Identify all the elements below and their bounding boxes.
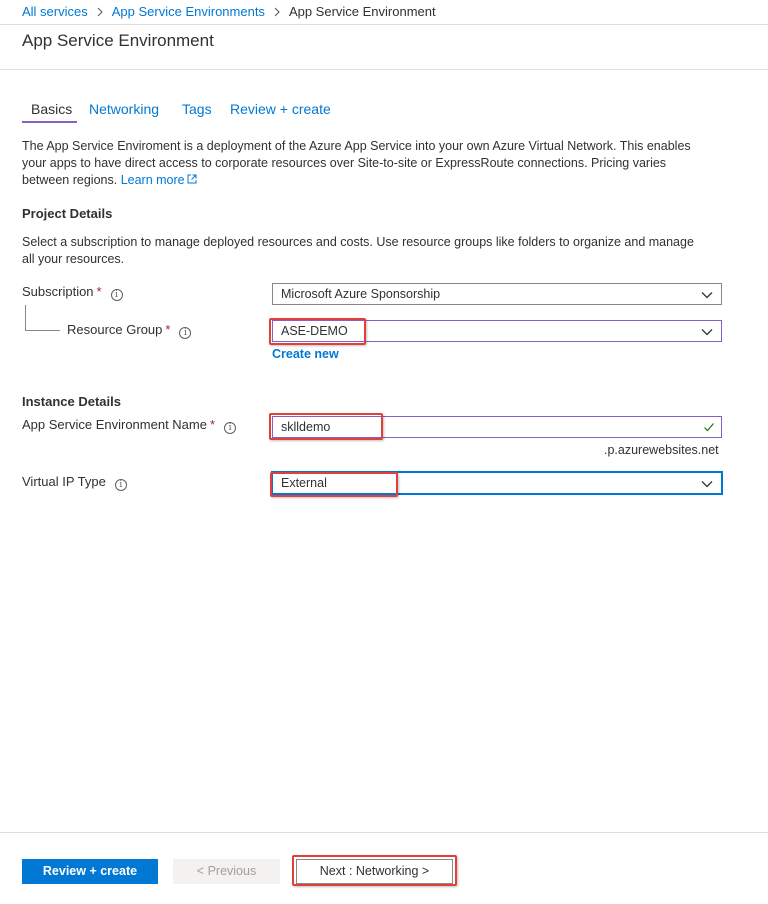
info-icon[interactable]: i — [111, 289, 123, 301]
ase-name-label-text: App Service Environment Name — [22, 417, 207, 432]
chevron-right-icon — [95, 4, 105, 20]
project-details-description — [22, 234, 752, 268]
intro-line-3 — [22, 172, 752, 189]
tab-review-create[interactable]: Review + create — [230, 101, 331, 117]
next-networking-button[interactable]: Next : Networking > — [296, 859, 453, 884]
divider — [0, 69, 768, 70]
vip-type-dropdown[interactable] — [272, 472, 722, 494]
tree-connector — [25, 305, 26, 330]
project-details-title: Project Details — [22, 206, 113, 221]
ase-name-value: sklldemo — [281, 420, 331, 434]
divider — [0, 832, 768, 833]
project-desc-line-1: Select a subscription to manage deployed resources and costs. Use resource groups like folders to organize and manage — [22, 235, 694, 249]
tab-basics[interactable]: Basics — [31, 101, 73, 117]
subscription-label — [22, 284, 123, 301]
previous-button[interactable]: < Previous — [173, 859, 280, 884]
breadcrumb — [22, 4, 436, 20]
external-link-icon — [187, 174, 197, 184]
chevron-down-icon — [701, 289, 713, 301]
subscription-value: Microsoft Azure Sponsorship — [281, 287, 441, 301]
resource-group-label — [67, 322, 191, 339]
checkmark-icon — [703, 421, 715, 433]
resource-group-label-text: Resource Group — [67, 322, 163, 337]
intro-line-3-text: between regions. — [22, 173, 118, 187]
required-marker: * — [96, 284, 102, 299]
vip-type-label — [22, 474, 127, 491]
breadcrumb-app-service-environments[interactable]: App Service Environments — [111, 4, 265, 19]
subscription-label-text: Subscription — [22, 284, 94, 299]
breadcrumb-current: App Service Environment — [288, 4, 436, 19]
required-marker: * — [209, 417, 216, 432]
info-icon[interactable]: i — [115, 479, 127, 491]
page-title: App Service Environment — [22, 31, 214, 50]
info-icon[interactable]: i — [179, 327, 191, 339]
create-new-link[interactable]: Create new — [272, 347, 339, 361]
project-desc-line-2: all your resources. — [22, 252, 125, 266]
chevron-right-icon — [272, 4, 282, 20]
domain-suffix: .p.azurewebsites.net — [604, 443, 719, 457]
learn-more-link[interactable] — [121, 173, 197, 187]
intro-line-1: The App Service Enviroment is a deployment of the Azure App Service into your own Azure Virtual Network. This enables — [22, 139, 691, 153]
review-create-button[interactable]: Review + create — [22, 859, 158, 884]
subscription-dropdown[interactable] — [272, 283, 722, 305]
divider — [0, 24, 768, 25]
tree-connector — [25, 330, 60, 331]
vip-type-value: External — [281, 476, 327, 490]
instance-details-title: Instance Details — [22, 394, 121, 409]
intro-description — [22, 138, 752, 189]
learn-more-label: Learn more — [120, 173, 185, 187]
tab-tags[interactable]: Tags — [182, 101, 212, 117]
chevron-down-icon — [701, 326, 713, 338]
chevron-down-icon — [701, 478, 713, 490]
vip-type-label-text: Virtual IP Type — [22, 474, 106, 489]
resource-group-value: ASE-DEMO — [281, 324, 348, 338]
required-marker: * — [165, 322, 171, 337]
breadcrumb-all-services[interactable]: All services — [22, 4, 88, 19]
active-tab-indicator — [22, 121, 77, 123]
tab-networking[interactable]: Networking — [89, 101, 160, 117]
resource-group-dropdown[interactable] — [272, 320, 722, 342]
ase-name-input[interactable] — [272, 416, 722, 438]
info-icon[interactable]: i — [224, 422, 236, 434]
ase-name-label — [22, 417, 236, 434]
intro-line-2: your apps to have direct access to corporate resources over Site-to-site or ExpressRoute connections. Pricing varies — [22, 156, 667, 170]
